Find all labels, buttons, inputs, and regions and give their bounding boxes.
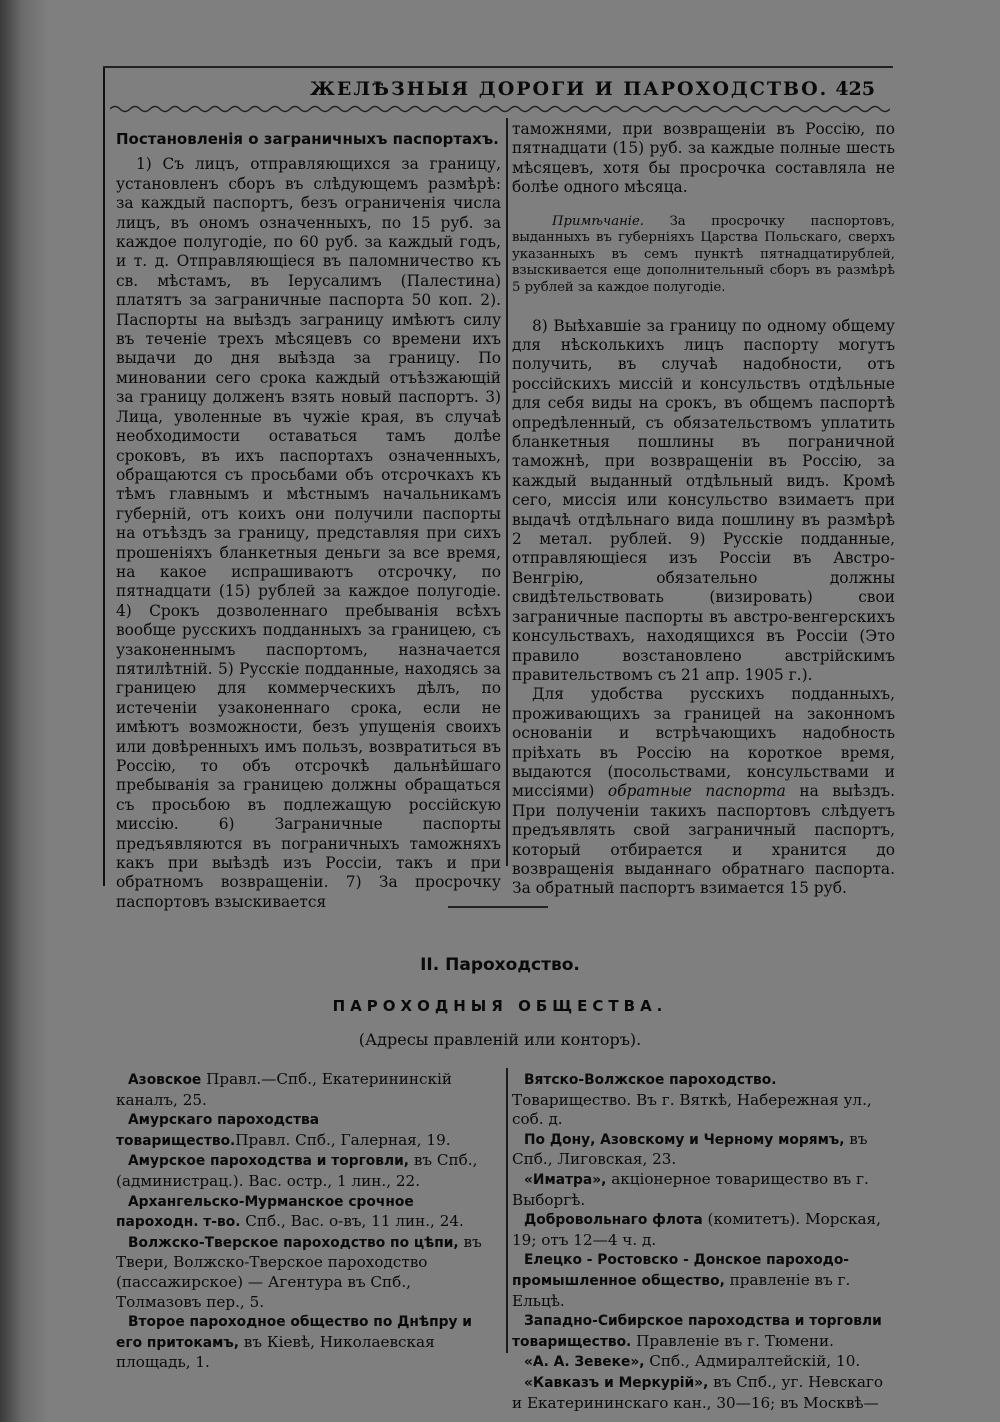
list-item: Азовское Правл.—Спб., Екатерининскій каналъ, 25.: [116, 1070, 452, 1109]
continuation-text: таможнями, при возвращеніи въ Россію, по пятнадцати (15) руб. за каждые полные шесть мѣсяцевъ, хотя бы просрочка составляла не болѣе одного мѣсяца.: [512, 120, 895, 197]
list-item: «Кавказъ и Меркурій», въ Спб., уг. Невскаго и Екатерининскаго кан., 30—16; въ Москвѣ—: [512, 1372, 884, 1412]
list-item: Вятско-Волжское пароходство. Товарищество. Въ г. Вяткѣ, Набережная ул., соб. д.: [512, 1072, 872, 1129]
note-label: Примѣчаніе.: [552, 213, 644, 229]
note-text: За просрочку паспортовъ, выданныхъ въ губерніяхъ Царства Польскаго, сверхъ указанныхъ въ семъ пунктѣ пятнадцатирублей, взыскивается еще дополнительный сборъ въ размѣрѣ 5 рублей за каждое полугодіе.: [512, 213, 895, 295]
list-item: Западно-Сибирское пароходства и торговли товарищество. Правленіе въ г. Тюмени.: [512, 1313, 882, 1350]
list-item: Добровольнаго флота (комитетъ). Морская, 19; отъ 12—4 ч. д.: [512, 1210, 881, 1249]
return-passport-term: обратные паспорта: [607, 782, 786, 801]
note-paragraph: [512, 214, 895, 297]
list-item: Волжско-Тверское пароходство по цѣпи, въ Твери, Волжско-Тверское пароходство (пассажирское) — Агентура въ Спб., Толмазовъ пер., 5.: [116, 1232, 482, 1311]
list-item: По Дону, Азовскому и Черному морямъ, въ Спб., Лиговская, 23.: [512, 1129, 868, 1169]
running-header-title: ЖЕЛѢЗНЫЯ ДОРОГИ И ПАРОХОДСТВО.: [310, 78, 829, 100]
return-passport-paragraph: [512, 685, 895, 898]
section-2-address-note: (Адресы правленій или конторъ).: [358, 1030, 642, 1049]
section-2-title: II. Пароходство.: [420, 955, 580, 975]
list-item: Елецко - Ростовско - Донское пароходо-промышленное общество, правленіе въ г. Ельцѣ.: [512, 1252, 851, 1310]
column-divider: [506, 118, 508, 866]
list-item: «А. А. Зевеке», Спб., Адмиралтейскій, 10.: [524, 1352, 861, 1371]
return-passport-text-1: Для удобства русскихъ подданныхъ, проживающихъ за границей на законномъ основаніи и встрѣчающихъ надобность пріѣхать въ Россію на короткое время, выдаются (посольствами, консульствами и миссіями): [512, 685, 895, 801]
header-wavy-rule: [110, 104, 890, 114]
list-item: Амурскаго пароходства товарищество.Правл. Спб., Галерная, 19.: [116, 1112, 451, 1149]
page-frame-top-border: [103, 66, 893, 68]
list-item: Архангельско-Мурманское срочное пароходн. т-во. Спб., Вас. о-въ, 11 лин., 24.: [116, 1193, 464, 1231]
paragraph-8-9: 8) Выѣхавшіе за границу по одному общему для нѣсколькихъ лицъ паспорту могутъ получить, въ случаѣ надобности, отъ россійскихъ миссій и консульствъ отдѣльные для себя виды на срокъ, въ общемъ паспортѣ опредѣленный, съ обязательствомъ уплатить бланкетныя пошлины въ пограничной таможнѣ, при возвращеніи въ Россію, за каждый выданный отдѣльный видъ. Кромѣ сего, миссія или консульство взимаетъ при выдачѣ отдѣльнаго вида пошлину въ размѣрѣ 2 метал. рублей. 9) Русскіе подданные, отправляющіеся изъ Россіи въ Австро-Венгрію, обязательно должны свидѣтельствовать (визировать) свои заграничные паспорты въ австро-венгерскихъ консульствахъ, находящихся въ Россіи (Это правило возстановлено австрійскимъ правительствомъ съ 21 апр. 1905 г.).: [512, 316, 895, 684]
section-heading: Постановленія о заграничныхъ паспортахъ.: [116, 130, 499, 148]
section-2-subtitle: ПАРОХОДНЫЯ ОБЩЕСТВА.: [332, 997, 668, 1015]
list-item: Второе пароходное общество по Днѣпру и его притокамъ, въ Кіевѣ, Николаевская площадь, 1.: [116, 1314, 472, 1372]
list-column-divider: [506, 1068, 508, 1353]
return-passport-text-2: на выѣздъ. При полученіи такихъ паспортовъ слѣдуетъ предъявлять свой заграничный паспортъ, который отбирается и хранится до возвращенія выданнаго обратнаго паспорта. За обратный паспортъ взимается 15 руб.: [512, 782, 895, 898]
list-item: «Иматра», акціонерное товарищество въ г. Выборгѣ.: [512, 1169, 869, 1209]
page-number: 425: [835, 78, 875, 100]
companies-left-list: [116, 1070, 496, 1373]
book-spine-shadow: [0, 0, 48, 1422]
right-column: [512, 120, 895, 899]
passport-rules-text: 1) Съ лицъ, отправляющихся за границу, установленъ сборъ въ слѣдующемъ размѣрѣ: за каждый паспортъ, безъ ограниченія числа лицъ, въ ономъ означенныхъ, по 15 руб. за каждое полугодіе, по 60 руб. за каждый годъ, и т. д. Отправляющіеся въ паломничество къ св. мѣстамъ, въ Іерусалимъ (Палестина) платятъ за заграничные паспорта 50 коп. 2). Паспорты на выѣздъ заграницу имѣютъ силу въ теченіе трехъ мѣсяцевъ со времени ихъ выдачи до дня выѣзда за границу. По миновании сего срока каждый отъѣзжающій за границу долженъ взять новый паспортъ. 3) Лица, уволенные въ чужіе края, въ случаѣ необходимости оставаться тамъ долѣе сроковъ, въ ихъ паспортахъ означенныхъ, обращаются съ просьбами объ отсрочкахъ къ тѣмъ главнымъ и мѣстнымъ начальникамъ губерній, отъ коихъ они получили паспорты на отъѣздъ за границу, представляя при сихъ прошеніяхъ бланкетныя деньги за все время, на какое испрашиваютъ отсрочку, по пятнадцати (15) рублей за каждое полугодіе. 4) Срокъ дозволеннаго пребыванія всѣхъ вообще русскихъ подданныхъ за границею, съ узаконеннымъ паспортомъ, назначается пятилѣтній. 5) Русскіе подданные, находясь за границею для коммерческихъ дѣлъ, по истеченіи узаконеннаго срока, если не имѣютъ возможности, безъ упущенія своихъ или довѣренныхъ имъ пользъ, возвратиться въ Россію, то объ отсрочкѣ дальнѣйшаго пребыванія за границею должны обращаться съ просьбою въ подлежащую россійскую миссію. 6) Заграничные паспорты предъявляются въ пограничныхъ таможняхъ какъ при выѣздѣ изъ Россіи, такъ и при обратномъ возвращеніи. 7) За просрочку паспортовъ взыскивается: [116, 155, 501, 911]
list-item: Амурское пароходства и торговли, въ Спб., (администрац.). Вас. остр., 1 лин., 22.: [116, 1151, 478, 1190]
running-header: [110, 78, 885, 106]
page-frame-left-border: [103, 66, 105, 886]
section-separator-rule: [448, 906, 548, 908]
left-column: [116, 130, 501, 912]
companies-right-list: [512, 1070, 892, 1413]
